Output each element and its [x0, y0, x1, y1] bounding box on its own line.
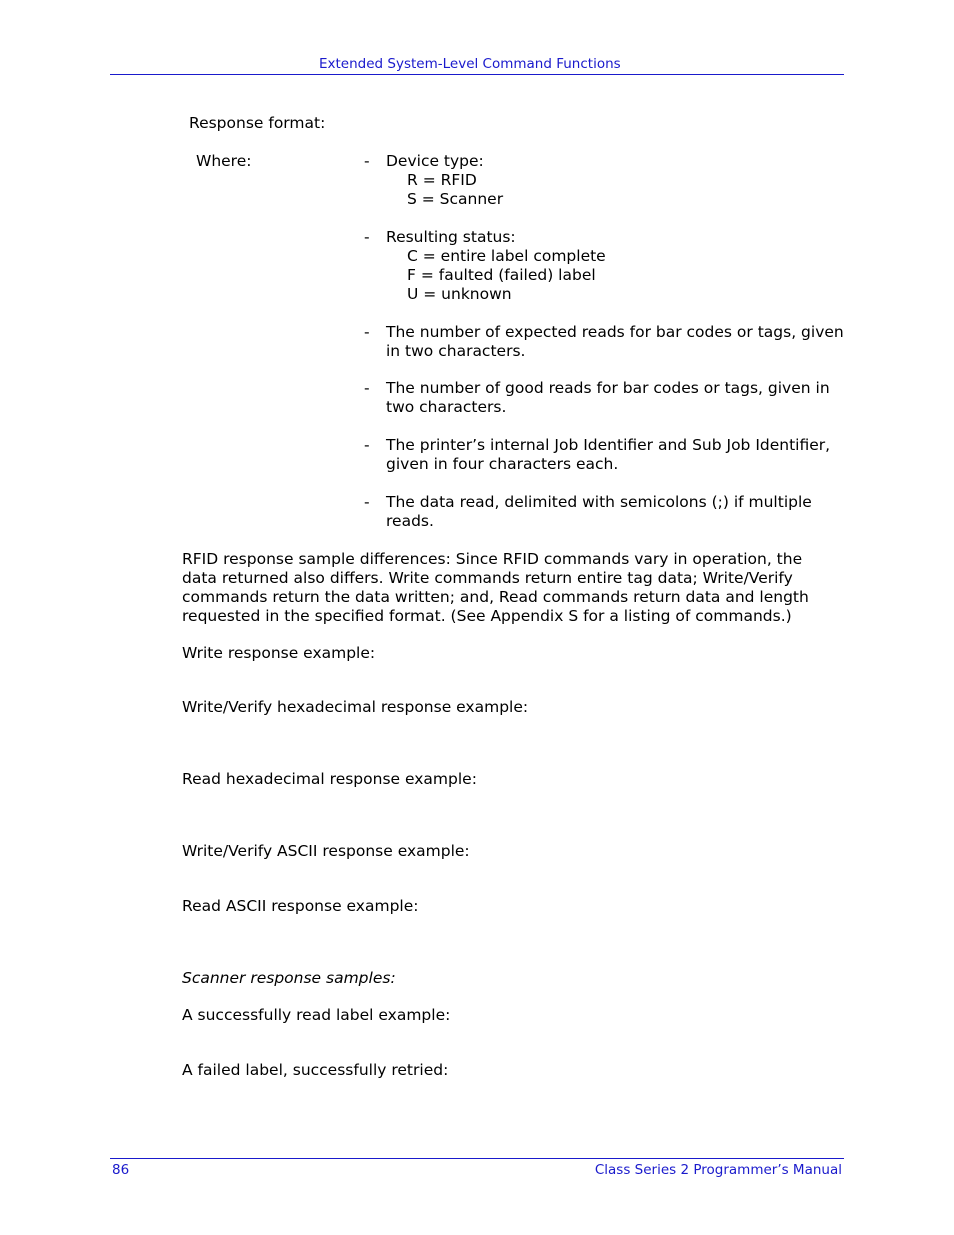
running-header: Extended System-Level Command Functions	[319, 56, 621, 72]
write-response-label: Write response example:	[182, 644, 376, 662]
header-rule	[110, 74, 844, 75]
list-dash: -	[364, 152, 370, 170]
where-label: Where:	[196, 152, 252, 170]
code-value: S = Scanner	[407, 190, 504, 208]
read-ascii-label: Read ASCII response example:	[182, 897, 419, 915]
page-number: 86	[112, 1162, 130, 1178]
scanner-success-label: A successfully read label example:	[182, 1006, 451, 1024]
scanner-failed-label: A failed label, successfully retried:	[182, 1061, 449, 1079]
list-dash: -	[364, 323, 370, 341]
scanner-heading: Scanner response samples:	[182, 969, 396, 987]
list-item-text: Device type:	[386, 152, 484, 170]
code-value: U = unknown	[407, 285, 512, 303]
list-item-text: The number of good reads for bar codes or tags, given in two characters.	[386, 379, 830, 416]
list-dash: -	[364, 228, 370, 246]
code-value: F = faulted (failed) label	[407, 266, 596, 284]
list-dash: -	[364, 436, 370, 454]
rfid-paragraph: RFID response sample differences: Since RFID commands vary in operation, the data returned also differs. Write commands return entire tag data; Write/Verify commands return the data written; and, Read commands return data and length requested in the specified format. (See Appendix S for a listing of commands.)	[182, 550, 809, 625]
write-verify-hex-label: Write/Verify hexadecimal response example:	[182, 698, 529, 716]
code-value: C = entire label complete	[407, 247, 606, 265]
manual-title: Class Series 2 Programmer’s Manual	[594, 1162, 842, 1178]
response-format-label: Response format:	[189, 114, 326, 132]
read-hex-label: Read hexadecimal response example:	[182, 770, 477, 788]
footer-rule	[110, 1158, 844, 1159]
list-item-text: Resulting status:	[386, 228, 516, 246]
list-item-text: The number of expected reads for bar codes or tags, given in two characters.	[386, 323, 844, 360]
code-value: R = RFID	[407, 171, 477, 189]
list-item-text: The data read, delimited with semicolons (;) if multiple reads.	[386, 493, 812, 530]
list-dash: -	[364, 379, 370, 397]
list-dash: -	[364, 493, 370, 511]
list-item-text: The printer’s internal Job Identifier and Sub Job Identifier, given in four characters each.	[386, 436, 831, 473]
write-verify-ascii-label: Write/Verify ASCII response example:	[182, 842, 470, 860]
